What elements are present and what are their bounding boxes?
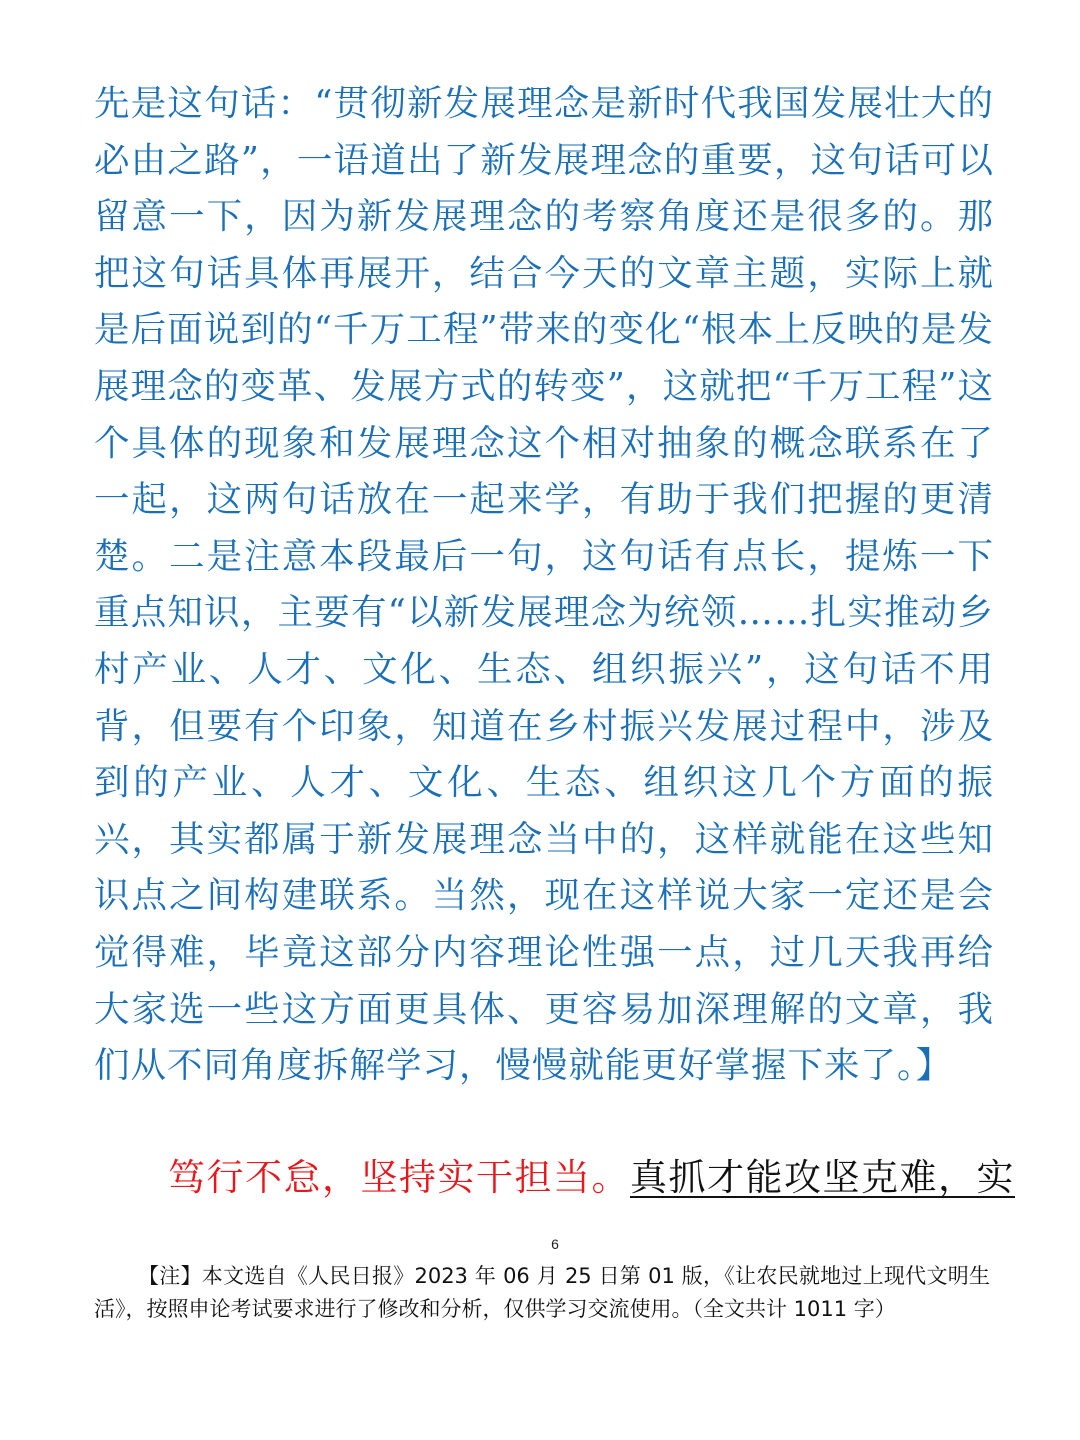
section-heading <box>94 1150 1015 1206</box>
analysis-paragraph: 先是这句话：“贯彻新发展理念是新时代我国发展壮大的必由之路”，一语道出了新发展理念的重要，这句话可以留意一下，因为新发展理念的考察角度还是很多的。那把这句话具体再展开，结合今天的文章主题，实际上就是后面说到的“千万工程”带来的变化“根本上反映的是发展理念的变革、发展方式的转变”，这就把“千万工程”这个具体的现象和发展理念这个相对抽象的概念联系在了一起，这两句话放在一起来学，有助于我们把握的更清楚。二是注意本段最后一句，这句话有点长，提炼一下重点知识，主要有“以新发展理念为统领……扎实推动乡村产业、人才、文化、生态、组织振兴”，这句话不用背，但要有个印象，知道在乡村振兴发展过程中，涉及到的产业、人才、文化、生态、组织这几个方面的振兴，其实都属于新发展理念当中的，这样就能在这些知识点之间构建联系。当然，现在这样说大家一定还是会觉得难，毕竟这部分内容理论性强一点，过几天我再给大家选一些这方面更具体、更容易加深理解的文章，我们从不同角度拆解学习，慢慢就能更好掌握下来了。】 <box>94 83 994 1087</box>
source-footnote: 【注】本文选自《人民日报》2023 年 06 月 25 日第 01 版，《让农民就地过上现代文明生活》，按照申论考试要求进行了修改和分析，仅供学习交流使用。（全文共计 1011 字） <box>94 1264 990 1321</box>
page-number: 6 <box>551 1236 559 1252</box>
section-heading-underlined-text: 真抓才能攻坚克难，实 <box>630 1156 1015 1199</box>
section-heading-red-text: 笃行不怠，坚持实干担当。 <box>168 1156 630 1199</box>
